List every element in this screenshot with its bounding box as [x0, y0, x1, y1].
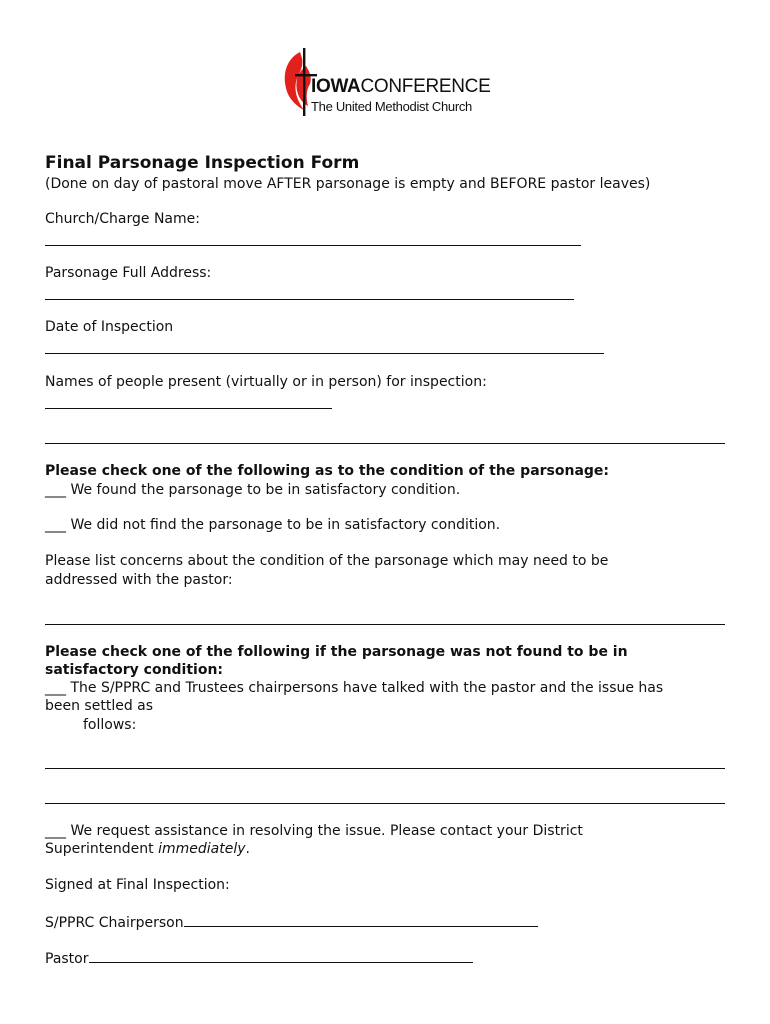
option-settled-line2: been settled as [45, 698, 154, 714]
names-field-line-2[interactable] [45, 443, 725, 444]
pastor-label: Pastor [45, 951, 89, 967]
signed-label: Signed at Final Inspection: [45, 877, 230, 893]
form-subtitle: (Done on day of pastoral move AFTER parsonage is empty and BEFORE pastor leaves) [45, 176, 651, 192]
iowa-conference-logo [278, 44, 498, 120]
church-name-field[interactable] [45, 245, 581, 246]
date-label: Date of Inspection [45, 319, 174, 335]
option-satisfactory[interactable]: ___ We found the parsonage to be in satisfactory condition. [45, 482, 461, 498]
emphasis-immediately: immediately [158, 841, 246, 857]
concerns-field[interactable] [45, 624, 725, 625]
church-name-label: Church/Charge Name: [45, 211, 200, 227]
pastor-signature-field[interactable] [89, 949, 473, 963]
sppr-signature-field[interactable] [184, 913, 538, 927]
not-found-heading-line2: satisfactory condition: [45, 662, 224, 678]
sppr-label: S/PPRC Chairperson [45, 915, 184, 931]
condition-heading: Please check one of the following as to the condition of the parsonage: [45, 463, 610, 479]
settled-field-line2[interactable] [45, 803, 725, 804]
option-assistance-line1[interactable]: ___ We request assistance in resolving the issue. Please contact your District [45, 823, 583, 839]
option-settled-line1[interactable]: ___ The S/PPRC and Trustees chairpersons have talked with the pastor and the issue has [45, 680, 664, 696]
names-field[interactable] [45, 408, 332, 409]
option-not-satisfactory[interactable]: ___ We did not find the parsonage to be in satisfactory condition. [45, 517, 501, 533]
date-field[interactable] [45, 353, 604, 354]
concerns-label-line1: Please list concerns about the condition of the parsonage which may need to be [45, 553, 609, 569]
pastor-signature-row [45, 949, 473, 967]
logo-subtitle: The United Methodist Church [311, 99, 472, 114]
names-label: Names of people present (virtually or in person) for inspection: [45, 374, 487, 390]
option-settled-line3: follows: [83, 717, 137, 733]
address-label: Parsonage Full Address: [45, 265, 212, 281]
sppr-signature-row [45, 913, 538, 931]
logo-title: IOWACONFERENCE [311, 76, 491, 97]
concerns-label-line2: addressed with the pastor: [45, 572, 233, 588]
option-assistance-line2: Superintendent immediately. [45, 841, 250, 857]
not-found-heading-line1: Please check one of the following if the parsonage was not found to be in [45, 644, 628, 660]
settled-field-line1[interactable] [45, 768, 725, 769]
form-title: Final Parsonage Inspection Form [45, 153, 360, 173]
address-field[interactable] [45, 299, 574, 300]
